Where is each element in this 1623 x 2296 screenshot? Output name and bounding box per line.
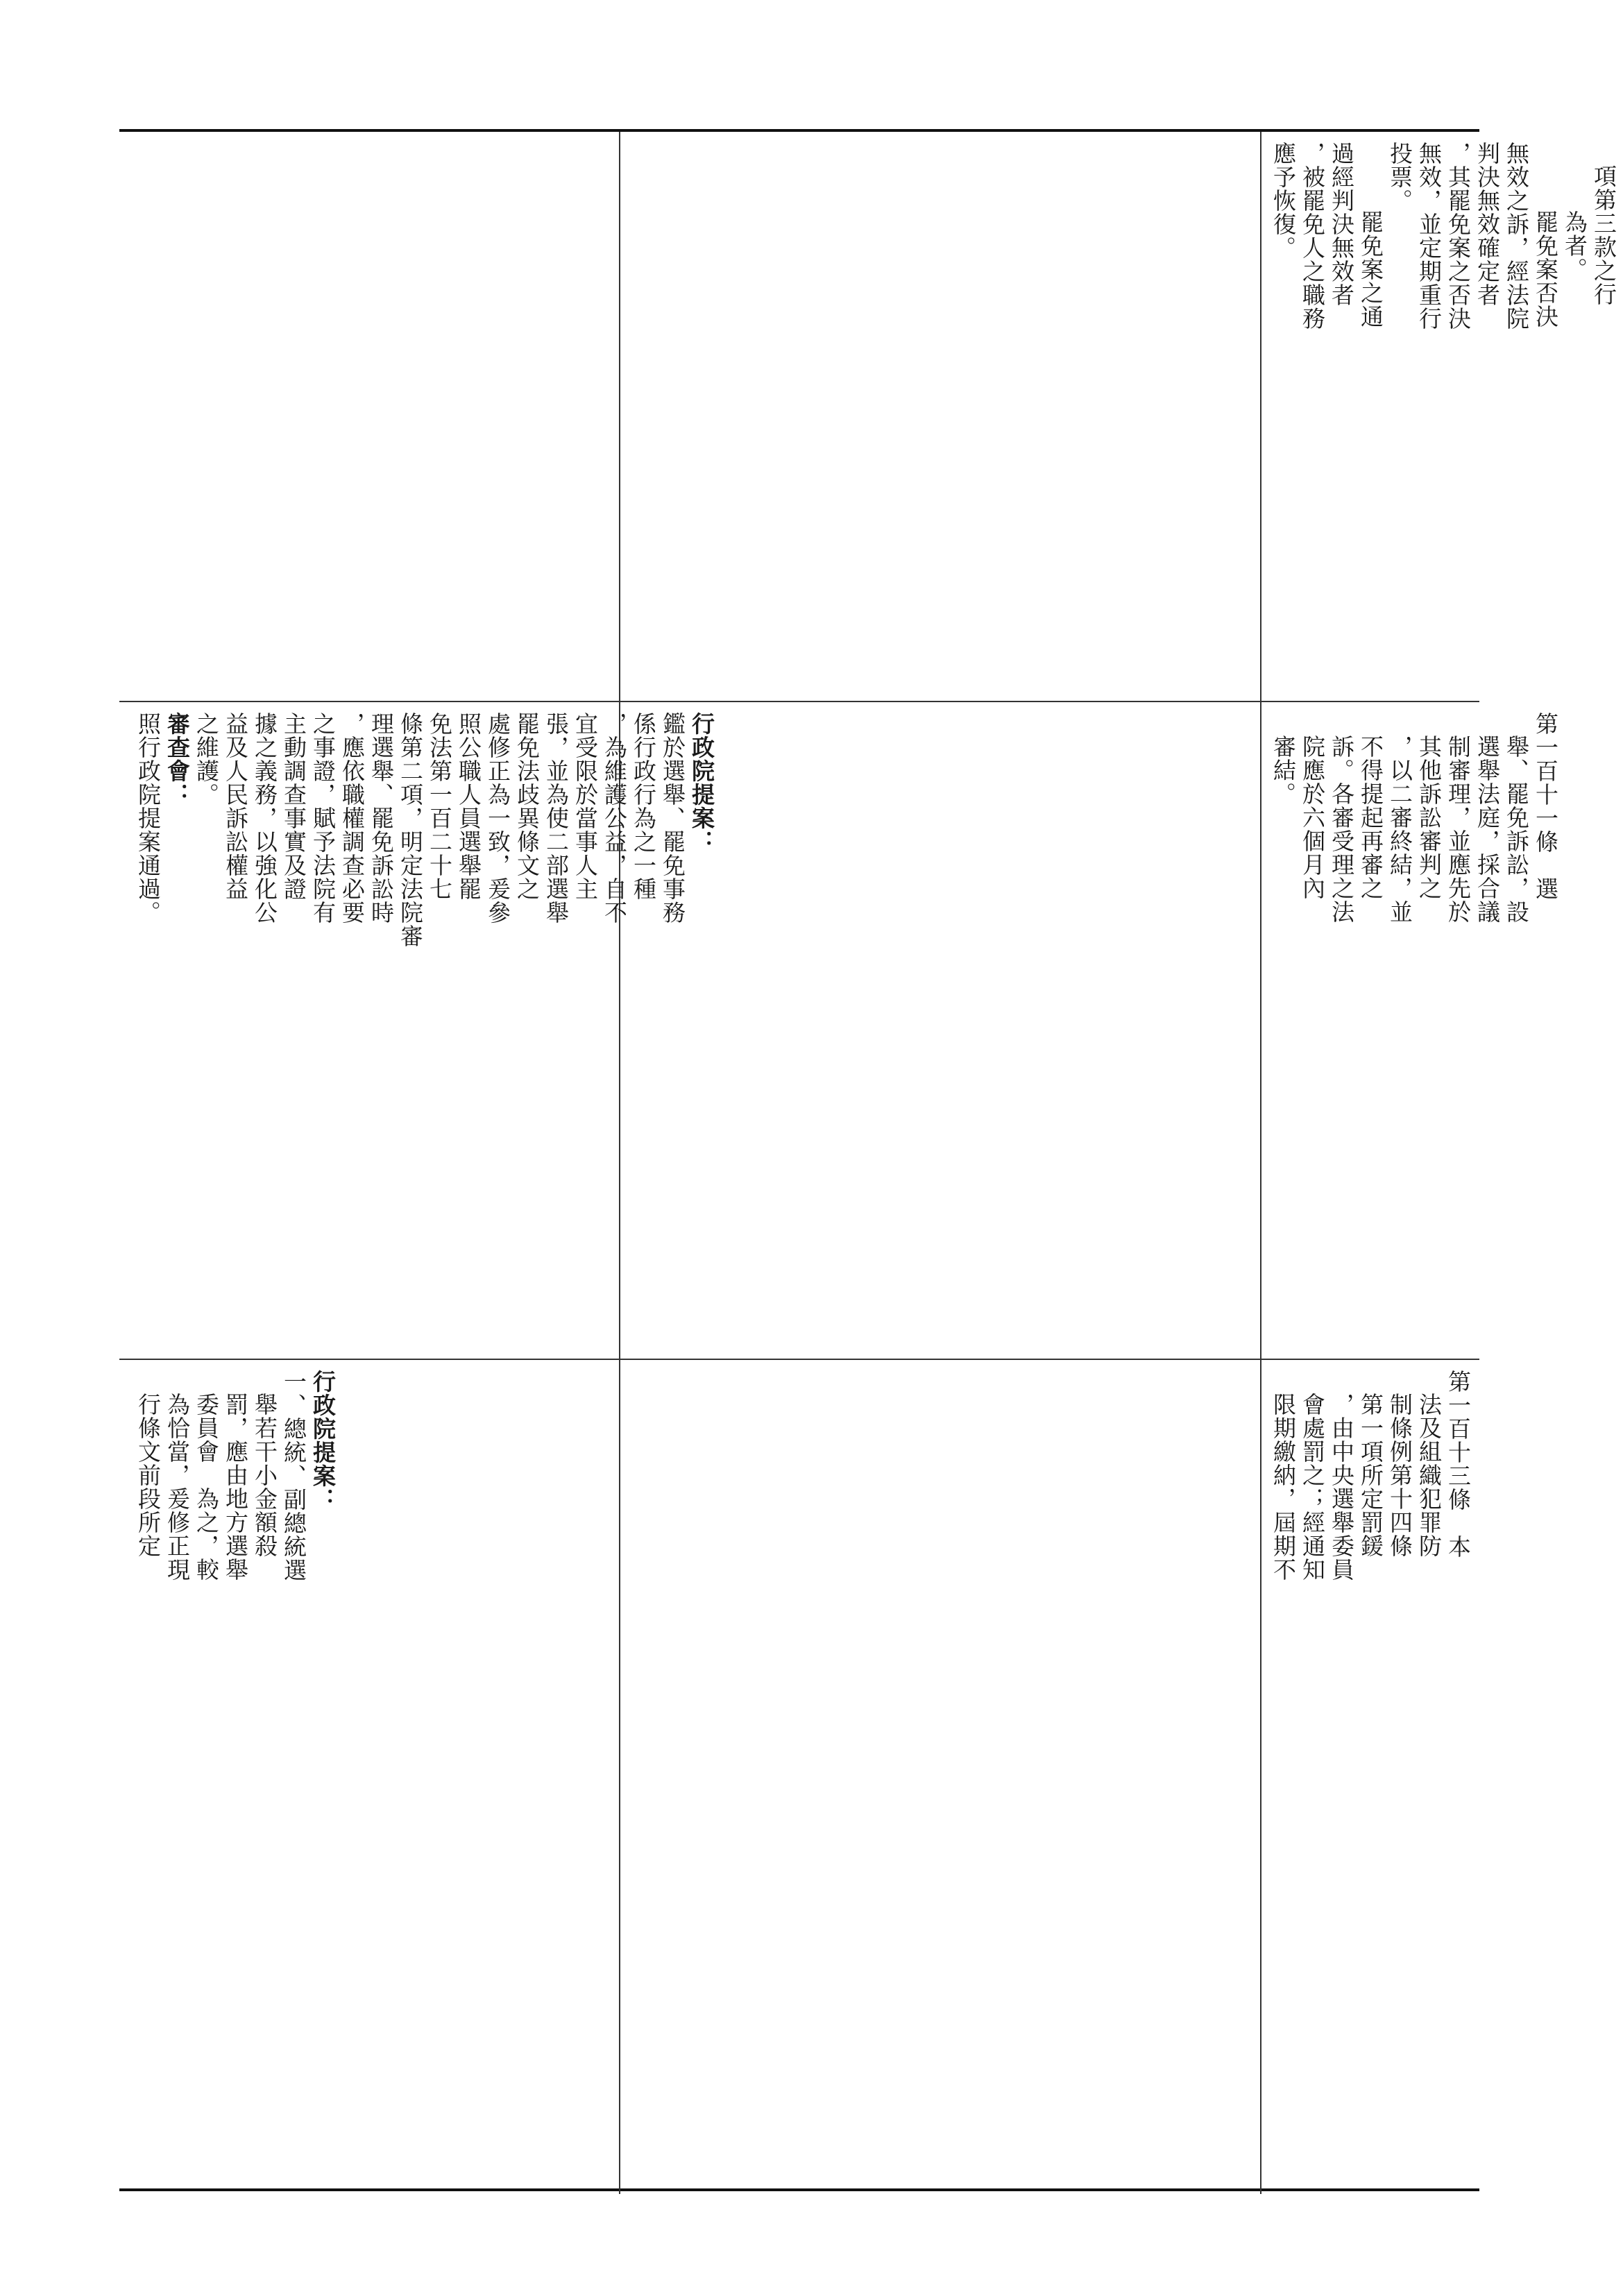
text-line: 之事證，賦予法院有 [309,712,337,924]
text-line: 其他訴訟審判之 [1416,735,1443,900]
text-line: 無效，並定期重行 [1416,142,1443,330]
row1-cell-current [1268,142,1617,691]
divider [1260,132,1261,701]
text-line: 限期繳納，屆期不 [1270,1393,1297,1581]
section-heading: 行政院提案： [688,712,715,853]
text-line: 不得提起再審之 [1357,735,1384,900]
text-line: 為者。 [1561,210,1588,281]
text-line: 項第三款之行 [1590,164,1617,306]
text-line: 理選舉、罷免訴訟時 [368,712,395,924]
divider [619,132,620,701]
text-line: 主動調查事實及證 [280,712,307,901]
table-row [119,1359,1479,2194]
text-line: 罰，應由地方選舉 [222,1393,249,1581]
row2-cell-current [1268,712,1559,1349]
text-line: 投票。 [1386,142,1413,212]
text-line: 益及人民訴訟權益 [222,712,249,901]
text-line: 訴。各審受理之法 [1328,735,1355,924]
text-line: 罷免法歧異條文之 [513,712,541,901]
text-line: 鑑於選舉、罷免事務 [659,712,686,924]
cell-text [1268,1370,1472,2184]
text-line: 條第二項，明定法院審 [397,712,424,948]
text-line: ，以二審終結，並 [1386,735,1413,924]
table-row [119,132,1617,701]
text-line: 審結。 [1270,735,1297,806]
text-line: 過經判決無效者 [1328,142,1355,307]
text-line: 舉若干小金額殺 [251,1393,278,1558]
text-line: 制條例第十四條 [1386,1393,1413,1558]
text-line: 免法第一百二十七 [426,712,453,901]
text-line: 第一項所定罰鍰 [1357,1393,1384,1558]
text-line: 第一百十三條 本 [1445,1370,1472,1558]
text-line: 舉、罷免訴訟，設 [1503,735,1530,924]
table-frame [119,129,1617,2191]
text-line: 罷免案之通 [1357,210,1384,328]
text-line: 應予恢復。 [1270,142,1297,260]
divider [1260,702,1261,1359]
text-line: ，其罷免案之否決 [1445,142,1472,330]
text-line: 照公職人員選舉罷 [455,712,482,901]
text-line: 據之義務，以強化公 [251,712,278,924]
row3-cell-explain [133,1370,612,2184]
row3-cell-current [1268,1370,1470,2184]
divider [619,1360,620,2194]
text-line: ，被罷免人之職務 [1299,142,1326,330]
section-heading: 審查會： [164,712,191,806]
text-line: 為恰當，爰修正現 [164,1393,191,1581]
text-line: 無效之訴，經法院 [1503,142,1530,330]
section-heading: 行政院提案： [309,1370,337,1511]
table-row [119,701,1559,1359]
text-line: 法及組織犯罪防 [1416,1393,1443,1558]
text-line: 係行政行為之一種 [630,712,657,901]
text-line: 宜受限於當事人主 [572,712,599,901]
text-line: 一、總統、副總統選 [280,1370,307,1582]
divider [1260,1360,1261,2194]
text-line: ，應依職權調查必要 [339,712,366,924]
cell-text [1268,142,1618,691]
text-line: ，為維護公益，自不 [601,712,628,924]
text-line: 選舉法庭，採合議 [1474,735,1501,924]
cell-text [1268,712,1560,1349]
text-line: 制審理，並應先於 [1445,735,1472,924]
text-line: 處修正為一致，爰參 [484,712,511,924]
text-line: 委員會 為之，較 [193,1393,220,1581]
text-line: 第一百十一條 選 [1532,712,1559,901]
cell-text [133,712,716,1349]
text-line: 行條文前段所定 [135,1393,162,1558]
text-line: 之維護。 [193,712,220,806]
text-line: ，由中央選舉委員 [1328,1393,1355,1581]
row2-cell-explain [133,712,715,1349]
cell-text [133,1370,337,2184]
text-line: 會處罰之；經通知 [1299,1393,1326,1581]
text-line: 照行政院提案通過。 [135,712,162,924]
text-line: 罷免案否決 [1532,210,1559,328]
text-line: 判決無效確定者 [1474,142,1501,307]
text-line: 院應於六個月內 [1299,735,1326,900]
text-line: 張，並為使二部選舉 [543,712,570,924]
